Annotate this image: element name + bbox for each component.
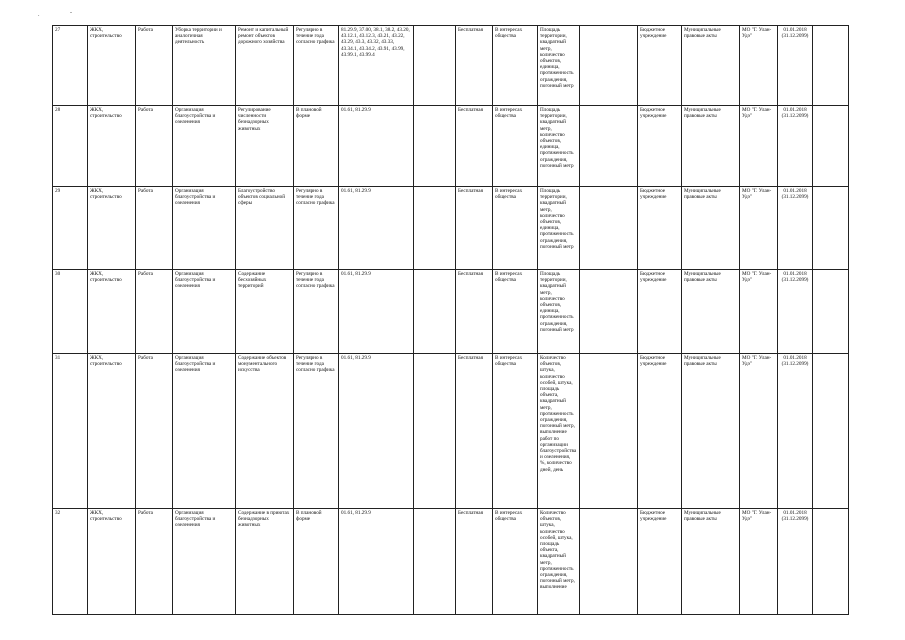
legal-acts-cell: Муниципальные правовые акты [682, 270, 740, 354]
dates-cell: 01.01.2018 (31.12.2099) [778, 354, 813, 509]
legal-acts-cell: Муниципальные правовые акты [682, 509, 740, 615]
okved-cell: 01.61, 81.29.9 [339, 270, 414, 354]
owner-cell: МО "Г. Улан-Удэ" [740, 187, 778, 270]
payment-cell: Бесплатная [456, 26, 493, 106]
frequency-cell: Регулярно в течение года согласно графика [294, 26, 339, 106]
content-cell: Благоустройство объектов социальной сферы [236, 187, 294, 270]
empty-cell [580, 106, 638, 187]
type-cell: Работа [136, 106, 173, 187]
owner-cell: МО "Г. Улан-Удэ" [740, 106, 778, 187]
legal-acts-cell: Муниципальные правовые акты [682, 26, 740, 106]
okved-cell: 01.61, 81.29.9 [339, 354, 414, 509]
type-cell: Работа [136, 187, 173, 270]
dates-cell: 01.01.2018 (31.12.2099) [778, 106, 813, 187]
owner-cell: МО "Г. Улан-Удэ" [740, 509, 778, 615]
institution-cell: Бюджетное учреждение [638, 187, 682, 270]
empty-cell [813, 187, 849, 270]
empty-cell [580, 187, 638, 270]
table-row [53, 106, 849, 187]
institution-cell: Бюджетное учреждение [638, 509, 682, 615]
activity-cell: Организация благоустройства и озеленения [173, 509, 236, 615]
okved-cell: 81.29.9, 37.00, 38.1, 38.2, 43.20, 43.12.1, 43.12.3, 43.21, 43.22, 43.29, 43.3, 43.32, 43.33, 43.34.1, 43.34.2, 43.91, 43.99, 43.99.1, 43.99.4 [339, 26, 414, 106]
indicators-cell: Количество объектов, штука, количество особей, штука, площадь объекта, квадратный метр, протяженность ограждения, погонный метр, выполнение работ по организации благоустройства и озеленения, %, количество дней, день [538, 354, 580, 509]
legal-acts-cell: Муниципальные правовые акты [682, 187, 740, 270]
row-number: 28 [53, 106, 88, 187]
frequency-cell: Регулярно в течение года согласно графика [294, 187, 339, 270]
row-number: 29 [53, 187, 88, 270]
owner-cell: МО "Г. Улан-Удэ" [740, 354, 778, 509]
recipients-cell: В интересах общества [493, 106, 538, 187]
sphere-cell: ЖКХ, строительство [88, 106, 136, 187]
indicators-cell: Площадь территории, квадратный метр, количество объектов, единица, протяженность ограждения, погонный метр [538, 26, 580, 106]
content-cell: Содержание объектов монументального искусства [236, 354, 294, 509]
type-cell: Работа [136, 270, 173, 354]
dates-cell: 01.01.2018 (31.12.2099) [778, 509, 813, 615]
recipients-cell: В интересах общества [493, 509, 538, 615]
activity-cell: Уборка территории и аналогичная деятельность [173, 26, 236, 106]
empty-cell [414, 106, 456, 187]
indicators-cell: Площадь территории, квадратный метр, количество объектов, единица, протяженность ограждения, погонный метр [538, 270, 580, 354]
row-number: 31 [53, 354, 88, 509]
table-row [53, 26, 849, 106]
content-cell: Содержание бесхозяйных территорий [236, 270, 294, 354]
activity-cell: Организация благоустройства и озеленения [173, 106, 236, 187]
empty-cell [813, 354, 849, 509]
institution-cell: Бюджетное учреждение [638, 270, 682, 354]
empty-cell [414, 509, 456, 615]
scan-mark: - [70, 10, 72, 16]
table-row [53, 509, 849, 615]
empty-cell [414, 187, 456, 270]
registry-rows [53, 26, 849, 615]
payment-cell: Бесплатная [456, 106, 493, 187]
institution-cell: Бюджетное учреждение [638, 106, 682, 187]
okved-cell: 01.61, 81.29.9 [339, 106, 414, 187]
activity-cell: Организация благоустройства и озеленения [173, 354, 236, 509]
activity-cell: Организация благоустройства и озеленения [173, 270, 236, 354]
okved-cell: 01.61, 81.29.9 [339, 187, 414, 270]
recipients-cell: В интересах общества [493, 354, 538, 509]
indicators-cell: Количество объектов, штука, количество особей, штука, площадь объекта, квадратный метр, протяженность ограждения, погонный метр, выполнение [538, 509, 580, 615]
table-row [53, 270, 849, 354]
sphere-cell: ЖКХ, строительство [88, 354, 136, 509]
payment-cell: Бесплатная [456, 509, 493, 615]
content-cell: Ремонт и капитальный ремонт объектов дорожного хозяйства [236, 26, 294, 106]
empty-cell [580, 270, 638, 354]
legal-acts-cell: Муниципальные правовые акты [682, 354, 740, 509]
sphere-cell: ЖКХ, строительство [88, 187, 136, 270]
dates-cell: 01.01.2018 (31.12.2099) [778, 26, 813, 106]
empty-cell [813, 509, 849, 615]
dates-cell: 01.01.2018 (31.12.2099) [778, 270, 813, 354]
frequency-cell: Регулярно в течение года согласно графика [294, 270, 339, 354]
sphere-cell: ЖКХ, строительство [88, 270, 136, 354]
payment-cell: Бесплатная [456, 187, 493, 270]
frequency-cell: В плановой форме [294, 106, 339, 187]
type-cell: Работа [136, 509, 173, 615]
content-cell: Содержание в приютах безнадзорных животных [236, 509, 294, 615]
empty-cell [580, 509, 638, 615]
empty-cell [580, 26, 638, 106]
frequency-cell: Регулярно в течение года согласно графика [294, 354, 339, 509]
table-row [53, 187, 849, 270]
recipients-cell: В интересах общества [493, 26, 538, 106]
frequency-cell: В плановой форме [294, 509, 339, 615]
empty-cell [414, 354, 456, 509]
recipients-cell: В интересах общества [493, 270, 538, 354]
empty-cell [813, 106, 849, 187]
recipients-cell: В интересах общества [493, 187, 538, 270]
indicators-cell: Площадь территории, квадратный метр, количество объектов, единица, протяженность ограждения, погонный метр [538, 187, 580, 270]
row-number: 30 [53, 270, 88, 354]
indicators-cell: Площадь территории, квадратный метр, количество объектов, единица, протяженность ограждения, погонный метр [538, 106, 580, 187]
registry-table [52, 25, 849, 615]
institution-cell: Бюджетное учреждение [638, 26, 682, 106]
activity-cell: Организация благоустройства и озеленения [173, 187, 236, 270]
okved-cell: 01.61, 81.29.9 [339, 509, 414, 615]
empty-cell [813, 26, 849, 106]
type-cell: Работа [136, 26, 173, 106]
sphere-cell: ЖКХ, строительство [88, 509, 136, 615]
empty-cell [580, 354, 638, 509]
table-row [53, 354, 849, 509]
row-number: 32 [53, 509, 88, 615]
empty-cell [414, 270, 456, 354]
payment-cell: Бесплатная [456, 270, 493, 354]
type-cell: Работа [136, 354, 173, 509]
content-cell: Регулирование численности безнадзорных животных [236, 106, 294, 187]
empty-cell [813, 270, 849, 354]
payment-cell: Бесплатная [456, 354, 493, 509]
owner-cell: МО "Г. Улан-Удэ" [740, 270, 778, 354]
empty-cell [414, 26, 456, 106]
legal-acts-cell: Муниципальные правовые акты [682, 106, 740, 187]
scan-mark: . [38, 12, 40, 18]
sphere-cell: ЖКХ, строительство [88, 26, 136, 106]
institution-cell: Бюджетное учреждение [638, 354, 682, 509]
dates-cell: 01.01.2018 (31.12.2099) [778, 187, 813, 270]
row-number: 27 [53, 26, 88, 106]
owner-cell: МО "Г. Улан-Удэ" [740, 26, 778, 106]
